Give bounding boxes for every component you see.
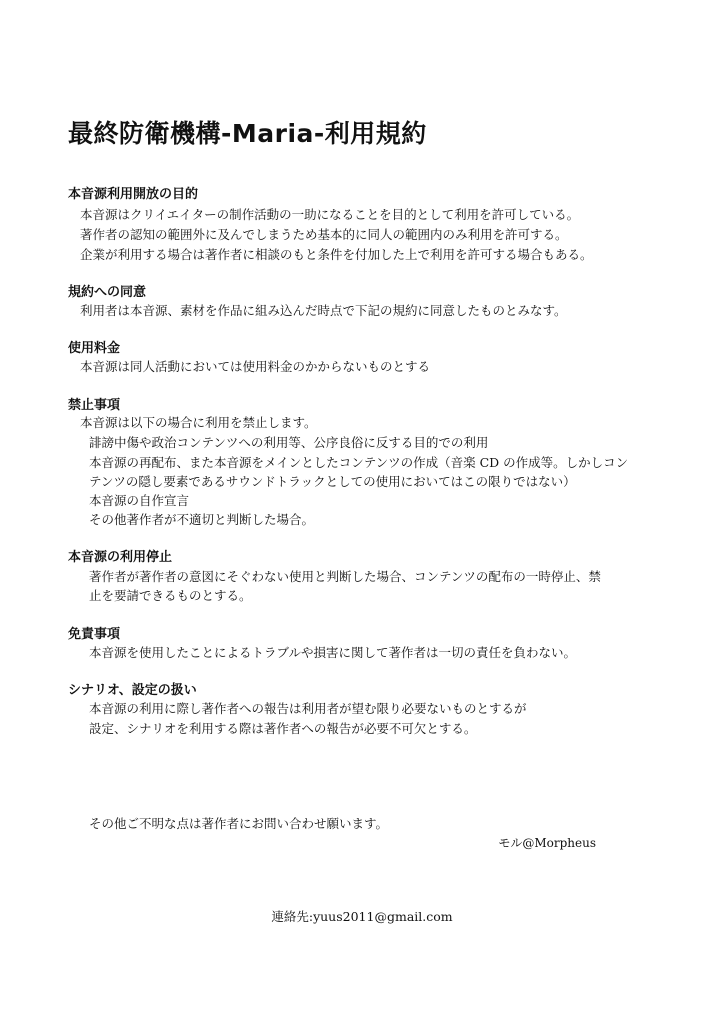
section-line: 誹謗中傷や政治コンテンツへの利用等、公序良俗に反する目的での利用 — [89, 435, 489, 450]
section-line: 著作者の認知の範囲外に及んでしまうため基本的に同人の範囲内のみ利用を許可する。 — [80, 227, 568, 242]
section-heading-agreement: 規約への同意 — [68, 285, 147, 300]
section-heading-scenario: シナリオ、設定の扱い — [68, 683, 197, 698]
section-line: 本音源を使用したことによるトラブルや損害に関して著作者は一切の責任を負わない。 — [89, 645, 577, 660]
section-line: 本音源の自作宣言 — [89, 493, 190, 508]
section-line: 本音源はクリイエイターの制作活動の一助になることを目的として利用を許可している。 — [80, 207, 580, 222]
section-heading-suspension: 本音源の利用停止 — [68, 550, 173, 565]
author-signature: モル@Morpheus — [498, 836, 596, 850]
section-line: 本音源は同人活動においては使用料金のかからないものとする — [80, 359, 431, 374]
section-heading-purpose: 本音源利用開放の目的 — [68, 187, 199, 202]
section-line: テンツの隠し要素であるサウンドトラックとしての使用においてはこの限りではない） — [89, 474, 576, 489]
section-line: 本音源の利用に際し著作者への報告は利用者が望む限り必要ないものとするが — [89, 701, 527, 716]
document-title: 最終防衛機構-Maria-利用規約 — [68, 119, 427, 148]
section-line: その他著作者が不適切と判断した場合。 — [89, 512, 315, 527]
contact-info: 連絡先:yuus2011@gmail.com — [271, 909, 453, 924]
section-line: 本音源は以下の場合に利用を禁止します。 — [80, 415, 317, 430]
section-heading-disclaimer: 免責事項 — [68, 627, 121, 642]
section-heading-fee: 使用料金 — [68, 341, 121, 356]
section-line: 利用者は本音源、素材を作品に組み込んだ時点で下記の規約に同意したものとみなす。 — [80, 303, 567, 318]
section-heading-prohibited: 禁止事項 — [68, 398, 121, 413]
closing-note: その他ご不明な点は著作者にお問い合わせ願います。 — [89, 816, 389, 831]
section-line: 設定、シナリオを利用する際は著作者への報告が必要不可欠とする。 — [89, 721, 477, 736]
section-line: 著作者が著作者の意図にそぐわない使用と判断した場合、コンテンツの配布の一時停止、禁 — [89, 569, 601, 584]
section-line: 本音源の再配布、また本音源をメインとしたコンテンツの作成（音楽 CD の作成等。しかしコン — [89, 455, 629, 470]
section-line: 止を要請できるものとする。 — [89, 588, 252, 603]
section-line: 企業が利用する場合は著作者に相談のもと条件を付加した上で利用を許可する場合もある。 — [80, 247, 593, 262]
